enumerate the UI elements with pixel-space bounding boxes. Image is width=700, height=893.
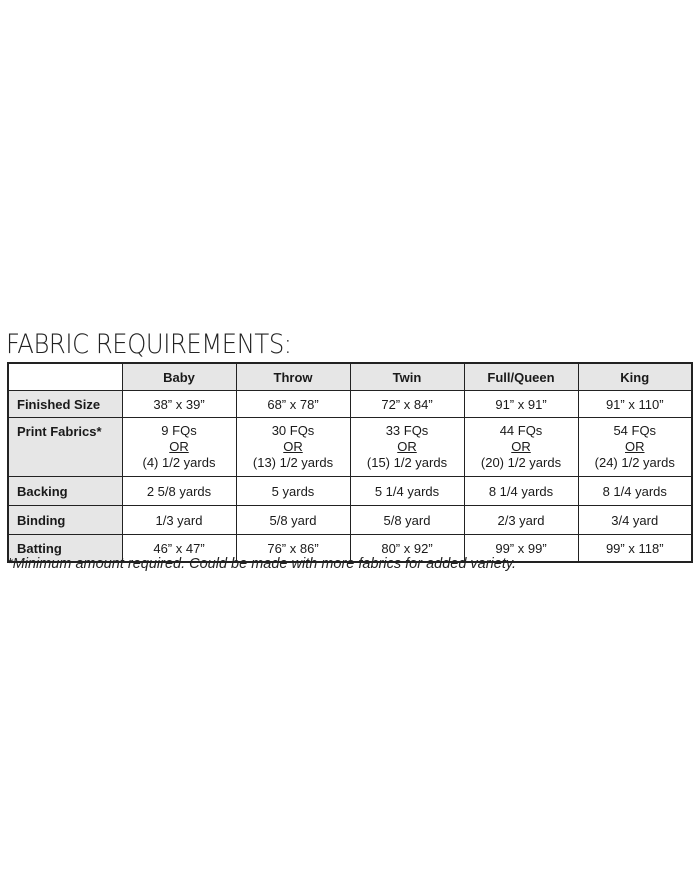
fq-count: 54 FQs bbox=[613, 423, 657, 438]
row-label-backing: Backing bbox=[8, 477, 122, 506]
fabric-requirements-table bbox=[7, 362, 693, 563]
table-cell: 72” x 84” bbox=[350, 391, 464, 418]
yardage: (24) 1/2 yards bbox=[594, 455, 675, 470]
table-cell: 3/4 yard bbox=[578, 506, 692, 535]
or-label: OR bbox=[397, 439, 417, 454]
or-label: OR bbox=[169, 439, 189, 454]
yardage: (13) 1/2 yards bbox=[252, 455, 334, 470]
table-cell bbox=[464, 418, 578, 477]
table-cell: 99” x 118” bbox=[578, 535, 692, 563]
yardage: (20) 1/2 yards bbox=[480, 455, 562, 470]
table-cell bbox=[236, 418, 350, 477]
table-cell: 91” x 110” bbox=[578, 391, 692, 418]
column-header-full-queen: Full/Queen bbox=[464, 363, 578, 391]
table-cell bbox=[350, 418, 464, 477]
table-row-print-fabrics bbox=[8, 418, 692, 477]
table-cell: 80” x 92” bbox=[350, 535, 464, 563]
table-cell: 2/3 yard bbox=[464, 506, 578, 535]
table-row-binding bbox=[8, 506, 692, 535]
table-cell: 5 yards bbox=[236, 477, 350, 506]
row-label-binding: Binding bbox=[8, 506, 122, 535]
page-title: FABRIC REQUIREMENTS: bbox=[6, 329, 292, 360]
table-cell: 5/8 yard bbox=[350, 506, 464, 535]
column-header-twin: Twin bbox=[350, 363, 464, 391]
table-row-finished-size bbox=[8, 391, 692, 418]
column-header-baby: Baby bbox=[122, 363, 236, 391]
row-label-print-fabrics: Print Fabrics* bbox=[8, 418, 122, 477]
row-label-finished-size: Finished Size bbox=[8, 391, 122, 418]
column-header-king: King bbox=[578, 363, 692, 391]
header-corner-cell bbox=[8, 363, 122, 391]
table-row-backing bbox=[8, 477, 692, 506]
fq-count: 9 FQs bbox=[161, 423, 197, 438]
table-cell bbox=[578, 418, 692, 477]
fq-count: 30 FQs bbox=[271, 423, 315, 438]
table-cell: 5/8 yard bbox=[236, 506, 350, 535]
table-cell: 5 1/4 yards bbox=[350, 477, 464, 506]
yardage: (4) 1/2 yards bbox=[142, 455, 216, 470]
yardage: (15) 1/2 yards bbox=[366, 455, 448, 470]
or-label: OR bbox=[511, 439, 531, 454]
table-cell: 8 1/4 yards bbox=[464, 477, 578, 506]
table-cell: 76” x 86” bbox=[236, 535, 350, 563]
table-cell: 91” x 91” bbox=[464, 391, 578, 418]
or-label: OR bbox=[283, 439, 303, 454]
table-cell: 68” x 78” bbox=[236, 391, 350, 418]
table-cell: 99” x 99” bbox=[464, 535, 578, 563]
table-cell bbox=[122, 418, 236, 477]
fq-count: 33 FQs bbox=[385, 423, 429, 438]
or-label: OR bbox=[625, 439, 645, 454]
table-cell: 2 5/8 yards bbox=[122, 477, 236, 506]
table-header-row bbox=[8, 363, 692, 391]
table-cell: 8 1/4 yards bbox=[578, 477, 692, 506]
footnote: *Minimum amount required. Could be made with more fabrics for added variety. bbox=[7, 556, 517, 572]
fq-count: 44 FQs bbox=[499, 423, 543, 438]
row-label-batting: Batting bbox=[8, 535, 122, 563]
table-cell: 1/3 yard bbox=[122, 506, 236, 535]
column-header-throw: Throw bbox=[236, 363, 350, 391]
table-cell: 46” x 47” bbox=[122, 535, 236, 563]
table-cell: 38” x 39” bbox=[122, 391, 236, 418]
